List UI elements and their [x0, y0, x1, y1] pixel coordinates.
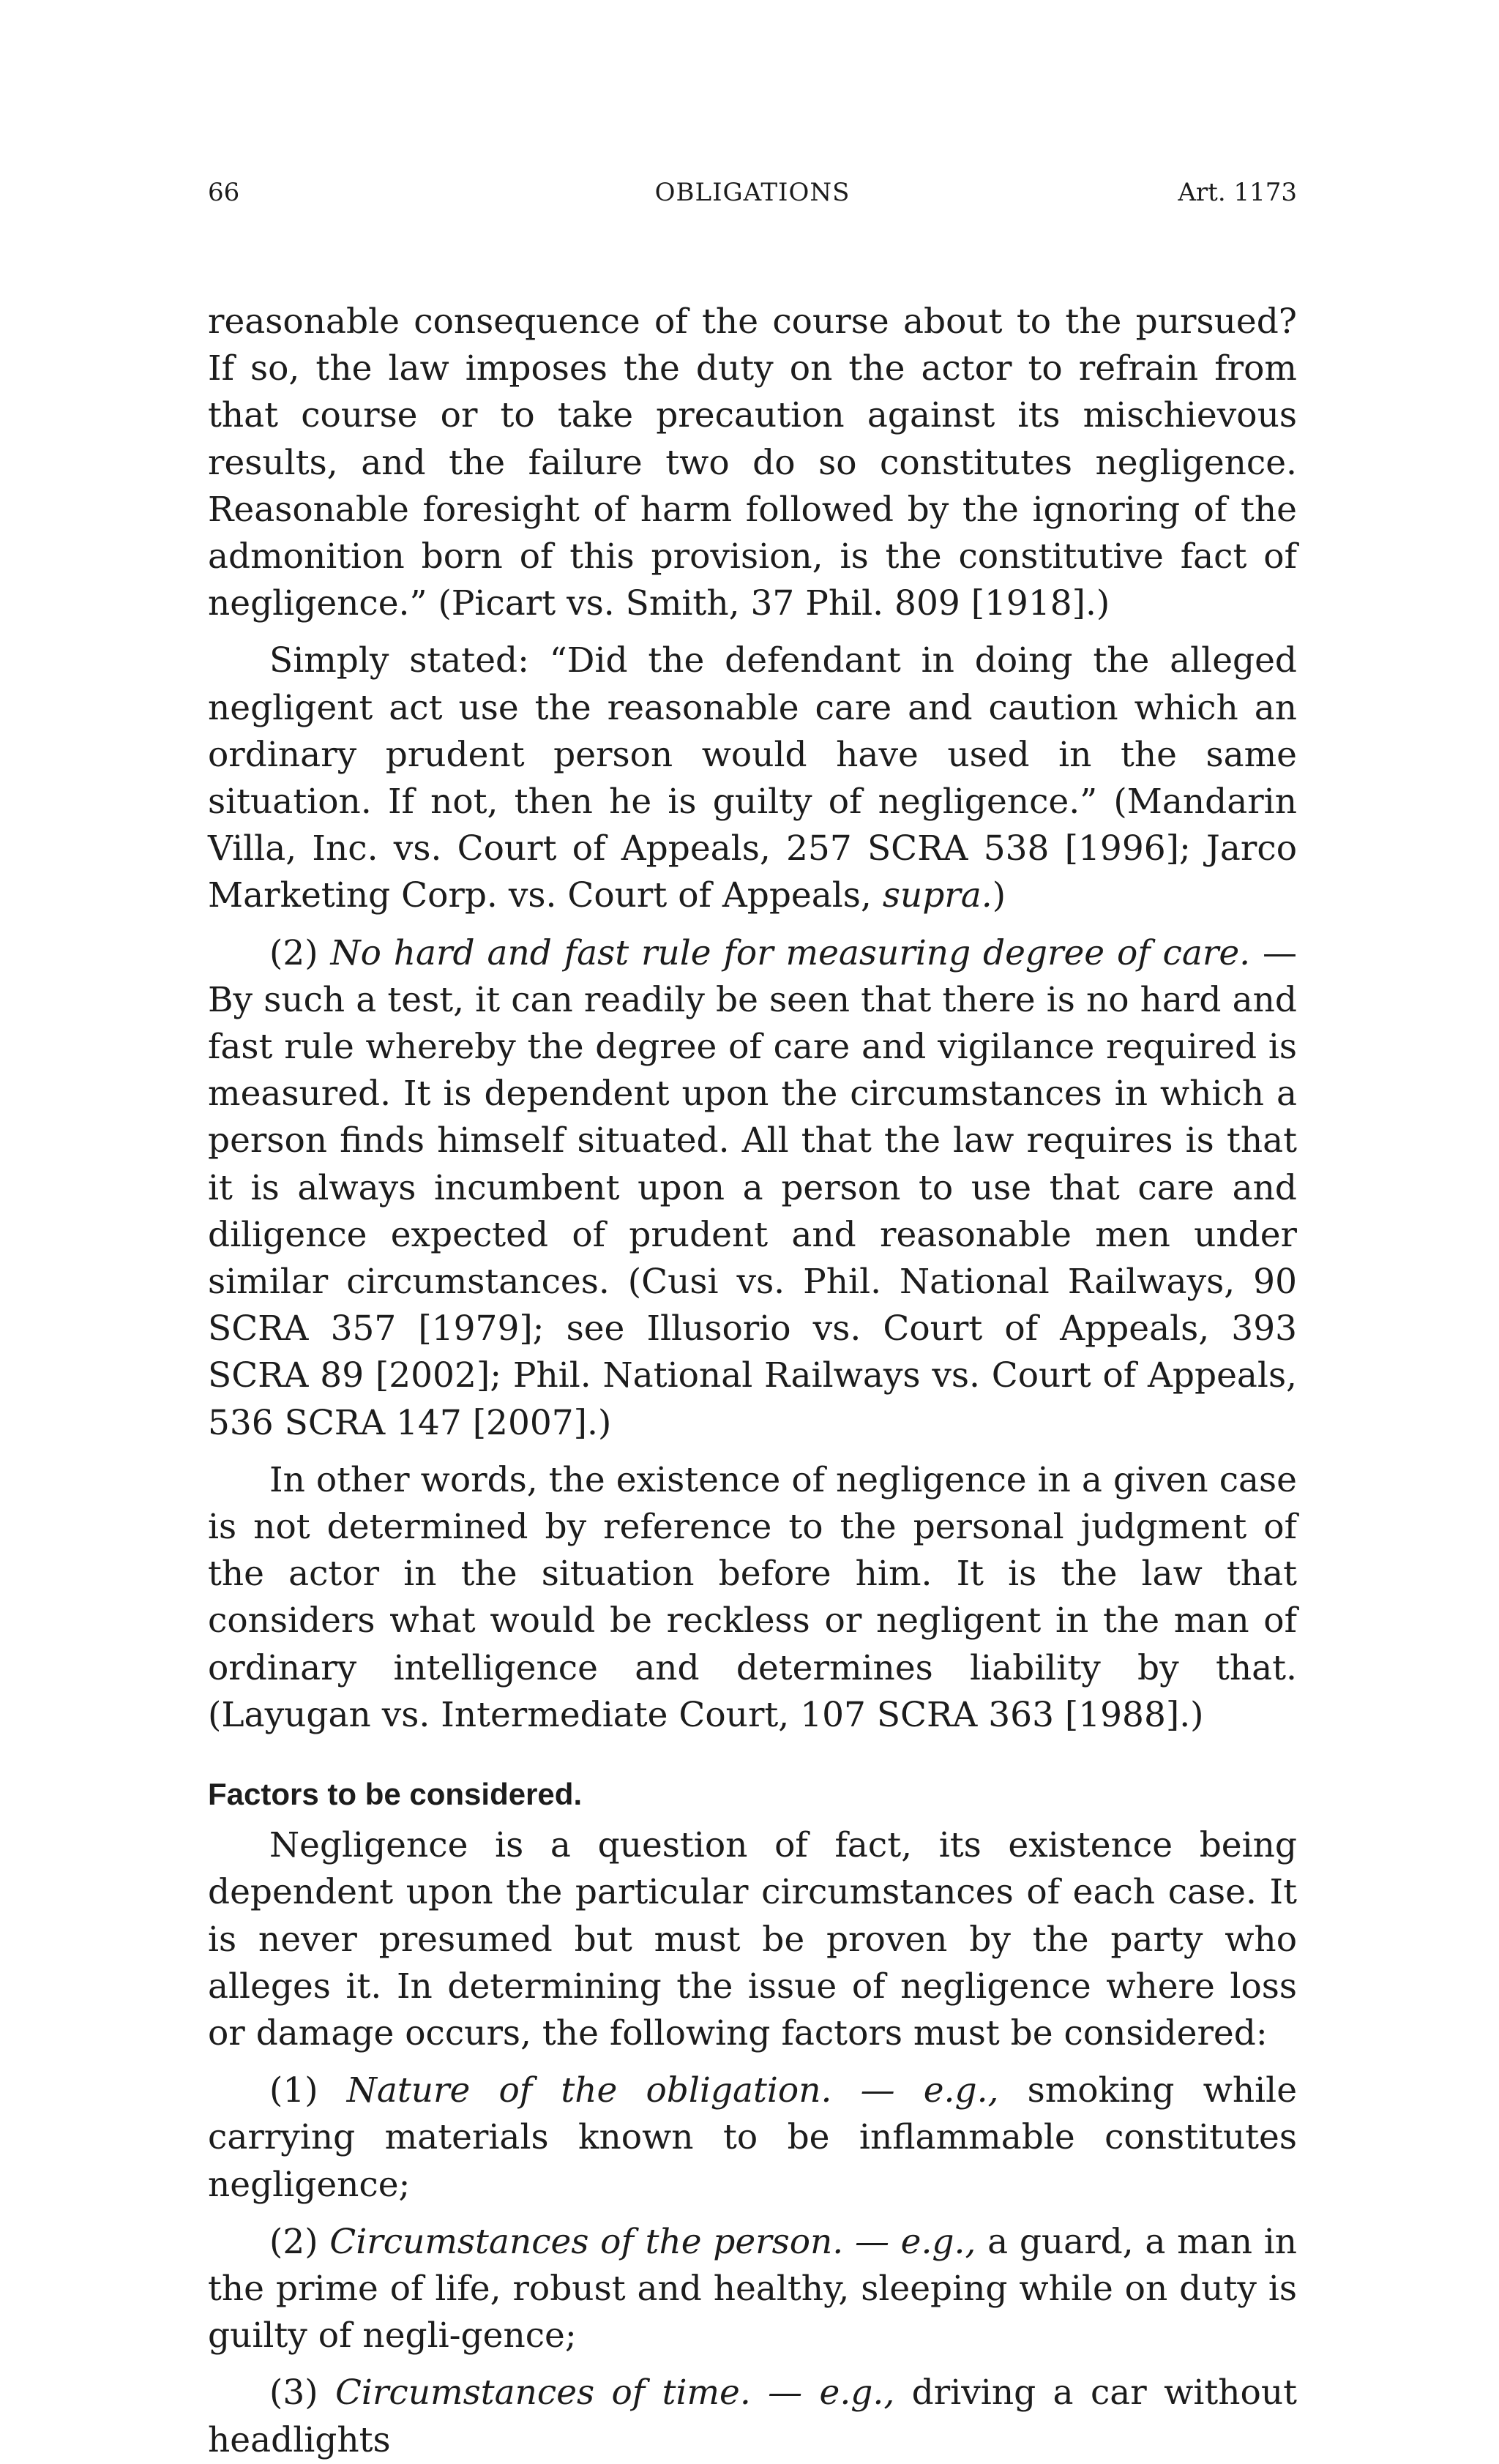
page-number: 66 [208, 178, 240, 207]
paragraph-in-other-words: In other words, the existence of negligence in a given case is not determined by reference to the personal judgment of the actor in the situation before him. It is the law that considers what would be reckless or negligent in the man of ordinary intelligence and determines liability by that. (Layugan vs. Intermediate Court, 107 SCRA 363 [1988].) [208, 1459, 1297, 1735]
body-text [208, 299, 1297, 2464]
paragraph-continuation: reasonable consequence of the course about to the pursued? If so, the law imposes the duty on the actor to refrain from that course or to take precaution against its mischievous results, and the failure two do so constitutes negligence. Reasonable foresight of harm followed by the ignoring of the admonition born of this provision, is the constitutive fact of negligence.” (Picart vs. Smith, 37 Phil. 809 [1918].) [208, 302, 1297, 624]
item-text: driving a car without headlights [208, 2373, 1298, 2460]
item-number: (2) [269, 932, 331, 973]
section-title: OBLIGATIONS [654, 178, 851, 207]
item-number: (2) [269, 2221, 330, 2262]
item-text: a guard, a man in the prime of life, robust and healthy, sleeping while on duty is guilty of negli-gence; [208, 2221, 1297, 2356]
italic-citation: supra. [882, 875, 993, 916]
section-heading: Factors to be considered. [208, 1777, 583, 1812]
paragraph-text: Simply stated: “Did the defendant in doing the alleged negligent act use the reasonable care and caution which an ordinary prudent person would have used in the same situation. If not, then he is guilty of negligence.” (Mandarin Villa, Inc. vs. Court of Appeals, 257 SCRA 538 [1996]; Jarco Marketing Corp. vs. Court of Appeals, [208, 640, 1297, 916]
paragraph-text: — By such a test, it can readily be seen that there is no hard and fast rule whereby the degree of care and vigilance required is measured. It is dependent upon the circumstances in which a person finds himself situated. All that the law requires is that it is always incumbent upon a person to use that care and diligence expected of prudent and reasonable men under similar circumstances. (Cusi vs. Phil. National Railways, 90 SCRA 357 [1979]; see Illusorio vs. Court of Appeals, 393 SCRA 89 [2002]; Phil. National Railways vs. Court of Appeals, 536 SCRA 147 [2007].) [208, 932, 1297, 1443]
list-item [208, 2370, 1297, 2463]
running-header [208, 174, 1297, 211]
item-title: Circumstances of time. — e.g., [334, 2373, 895, 2414]
article-reference: Art. 1173 [1178, 178, 1297, 207]
item-title: Nature of the obligation. — e.g., [346, 2070, 999, 2111]
paragraph-simply-stated [208, 637, 1297, 919]
list-item [208, 2067, 1297, 2209]
italic-subheading: No hard and fast rule for measuring degree of care. [330, 932, 1251, 973]
paragraph-text-end: ) [992, 875, 1006, 916]
item-number: (1) [269, 2070, 347, 2111]
item-number: (3) [269, 2373, 335, 2414]
paragraph-degree-of-care [208, 930, 1297, 1447]
paragraph-negligence-fact: Negligence is a question of fact, its existence being dependent upon the particular circumstances of each case. It is never presumed but must be proven by the party who alleges it. In determining the issue of negligence where loss or damage occurs, the following factors must be considered: [208, 1825, 1297, 2053]
list-item [208, 2219, 1297, 2360]
item-title: Circumstances of the person. — e.g., [329, 2221, 976, 2262]
item-text: smoking while carrying materials known to be inflammable constitutes negligence; [208, 2070, 1298, 2205]
